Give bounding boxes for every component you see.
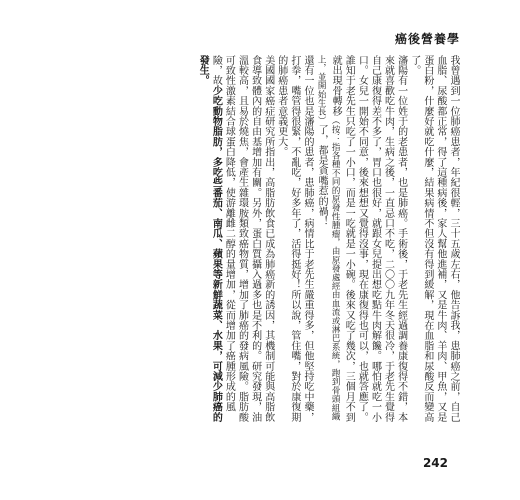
paragraph-5-emphasis: 少吃動物脂肪，多吃些番茄、南瓜、蘋果等新鮮蔬菜、水果，可減少肺癌的發生。: [197, 55, 222, 423]
bone-metastasis-note: （按：指各種不同的原發性腫瘤，由原發處經由血流或淋巴系統，跑到骨頭組織上，並開始生長）: [316, 55, 341, 421]
running-head: 癌後營養學: [394, 32, 460, 46]
paragraph-3-text-b: 了，都是貪嘴惹的禍！: [316, 124, 328, 227]
paragraph-3: [314, 55, 355, 430]
paragraph-5-text: 美國國家癌症研究所指出，高脂肪飲食已成為肺癌新的誘因，其機制可能與高脂飲食導致體內的自由基增加有關。另外，蛋白質攝入過多也是不利的。研究發現，油溫較高，且易於燒焦，會產生雜環胺類致癌物質，增加了肺癌的發病風險。脂肪酸可致性激素結合球蛋白降低，使游離雌二醇的量增加，從而增加了癌腫形成的風險，故: [210, 55, 274, 423]
page-number: 242: [422, 456, 448, 470]
paragraph-4: 還有一位也是瀋陽的患者，患肺癌，病情比于老先生嚴重得多，但他堅持吃中藥，打拳，嘴管得很緊，不亂吃，好多年了，活得挺好！所以說，管住嘴，對於康復期的肺癌患者意義更大。: [275, 55, 313, 423]
paragraph-5: [196, 55, 275, 430]
body-text: [55, 55, 460, 430]
paragraph-2: 瀋陽有一位姓于的老患者，也是肺癌。手術後，于老先生經過調養康復得不錯，本來就喜歡吃牛肉，生病之後，一直忌口不吃，二〇〇九年冬天很冷，于老先生覺得自己康復得差不多了，胃口也很好，就跟女兒提出想吃點牛肉解饞。哪怕就吃一小口。女兒一開始不同意，後來想想又覺得沒事，現在康復得也可以，也就答應了。: [356, 55, 407, 423]
paragraph-3-text-a: 誰知于老先生只吃了一小口，而是一吃就是一小碗。後來又吃了幾次，三個月不到就出現骨轉移: [330, 55, 355, 423]
paragraph-1: 我曾遇到一位肺癌患者，年紀很輕，三十五歲左右，他告訴我，患肺癌之前，自己血脂、尿酸都正常，得了這種病後，家人幫他進補，又是牛肉、羊肉、甲魚，又是蛋白粉，什麼好就吃什麼，結果病情不但沒有得到緩解，現在血脂和尿酸反而變高了。: [408, 55, 459, 423]
